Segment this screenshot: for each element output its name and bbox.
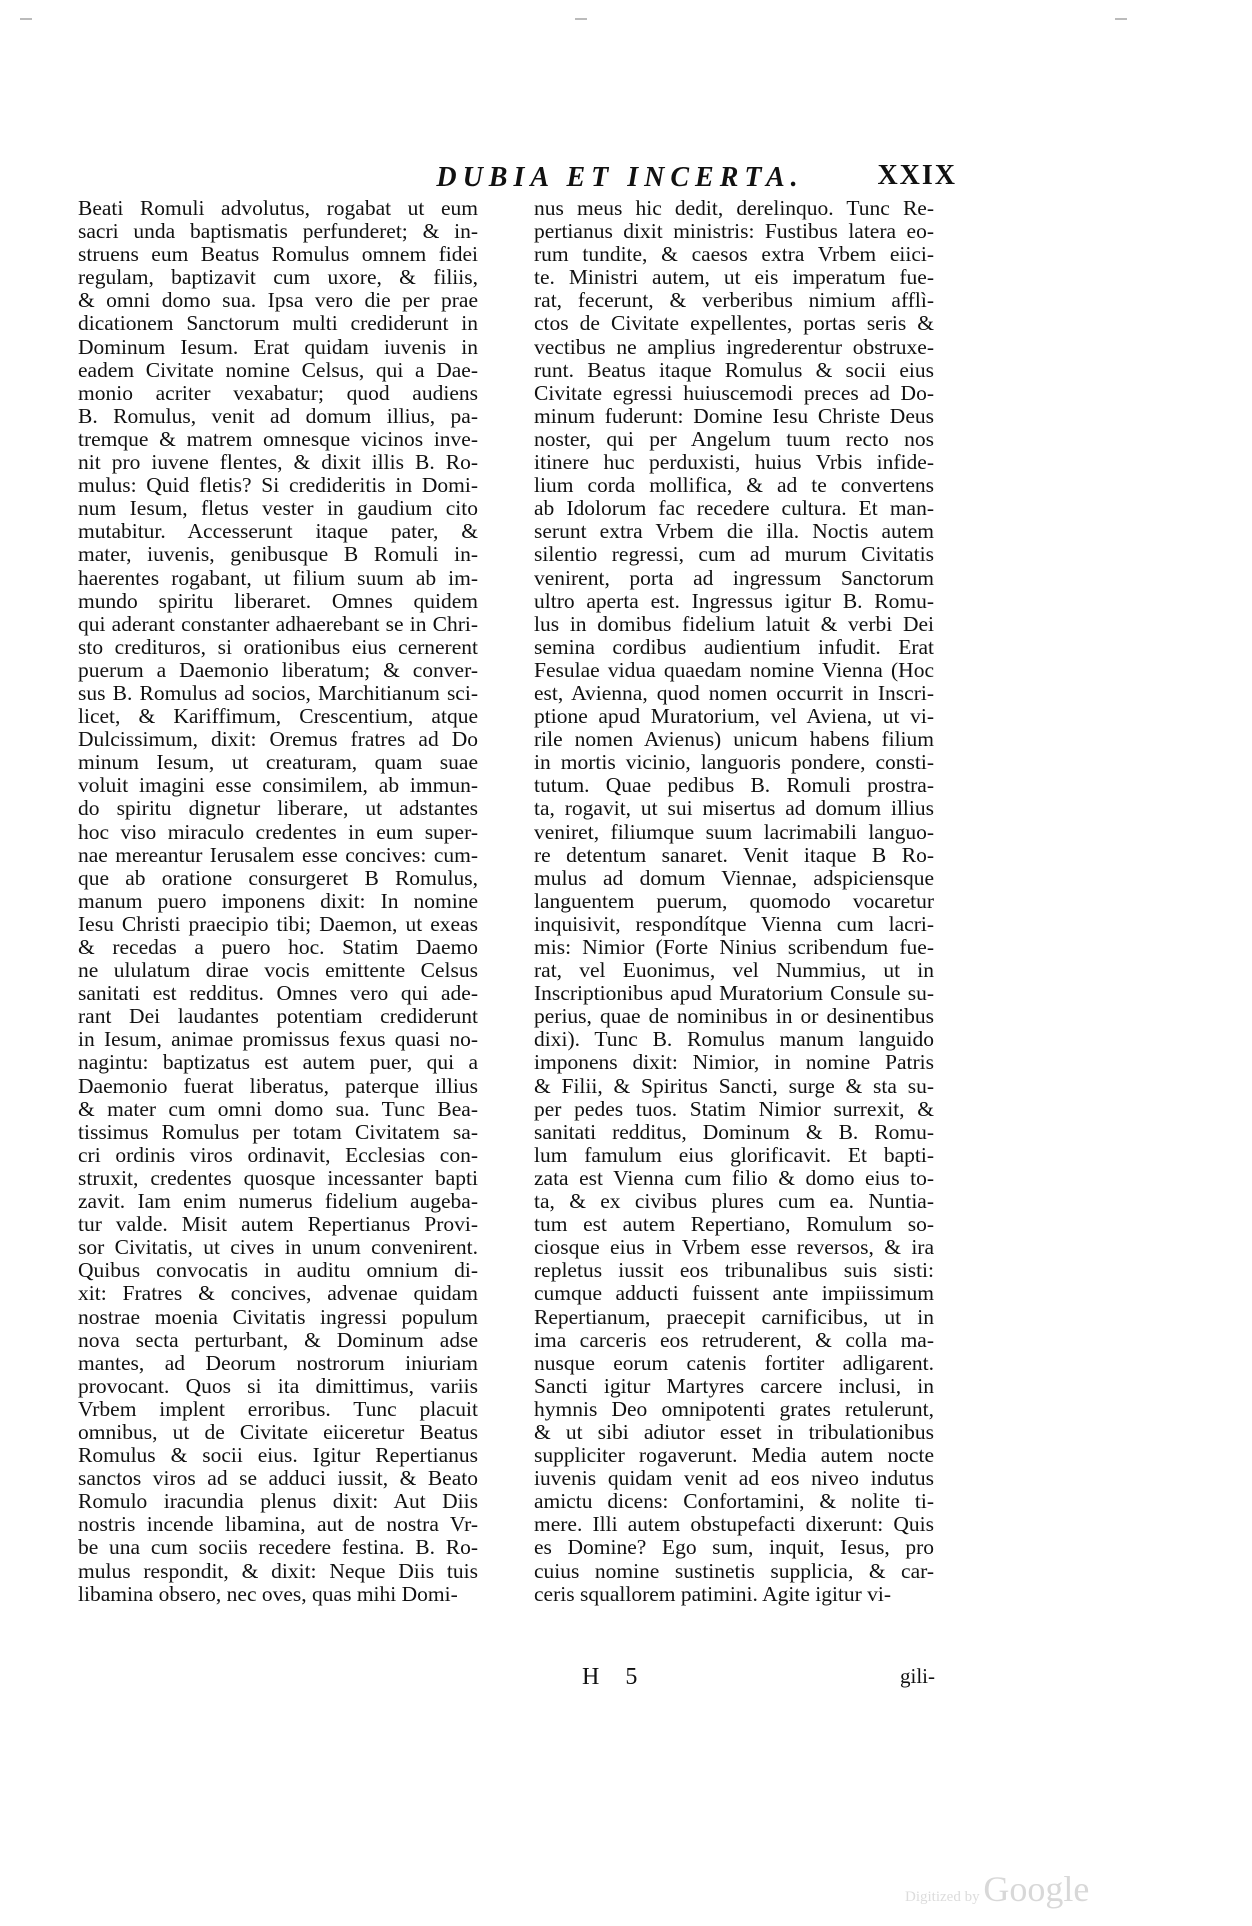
text-line: Civitate egressi huiuscemodi preces ad Do- (534, 381, 934, 405)
text-line: perius, quae de nominibus in or desinentibus (534, 1005, 934, 1029)
text-line: Beati Romuli advolutus, rogabat ut eum (78, 197, 478, 220)
text-line: serunt extra Vrbem die illa. Noctis autem (534, 520, 934, 544)
text-line: mulus respondit, & dixit: Neque Diis tuis (78, 1559, 478, 1583)
text-line: B. Romulus, venit ad domum illius, pa- (78, 404, 478, 428)
text-line: ne ululatum dirae vocis emittente Celsus (78, 959, 478, 983)
scan-edge-mark (20, 18, 32, 20)
left-text-column (78, 197, 478, 1606)
text-line: nostrae moenia Civitatis ingressi populum (78, 1305, 478, 1329)
scan-edge-mark (575, 18, 587, 20)
text-line: & recedas a puero hoc. Statim Daemo (78, 936, 478, 959)
text-line: cumque adducti fuissent ante impiissimum (534, 1282, 934, 1306)
text-line: provocant. Quos si ita dimittimus, variis (78, 1374, 478, 1398)
text-line: nae mereantur Ierusalem esse concives: cum- (78, 843, 478, 867)
text-line: sanitati redditus, Dominum & B. Romu- (534, 1120, 934, 1144)
text-line: silentio regressi, cum ad murum Civitatis (534, 543, 934, 567)
text-line: tur valde. Misit autem Repertianus Provi- (78, 1213, 478, 1237)
text-line: suppliciter rogaverunt. Media autem nocte (534, 1444, 934, 1468)
text-line: Inscriptionibus apud Muratorium Consule su- (534, 982, 934, 1006)
text-line: sor Civitatis, ut cives in unum convenirent. (78, 1236, 478, 1260)
text-line: que ab oratione consurgeret B Romulus, (78, 866, 478, 890)
text-line: Repertianum, praecepit carnificibus, ut in (534, 1305, 934, 1329)
text-line: semina cordibus audientium infudit. Erat (534, 635, 934, 659)
text-line: & omni domo sua. Ipsa vero die per prae (78, 289, 478, 313)
text-line: es Domine? Ego sum, inquit, Iesus, pro (534, 1536, 934, 1560)
text-line: ptione apud Muratorium, vel Aviena, ut vi- (534, 705, 934, 729)
text-line: eadem Civitate nomine Celsus, qui a Dae- (78, 358, 478, 382)
text-line: te. Ministri autem, ut eis imperatum fue- (534, 266, 934, 290)
text-line: hymnis Deo omnipotenti grates retulerunt, (534, 1397, 934, 1421)
text-line: nit pro iuvene flentes, & dixit illis B. Ro- (78, 451, 478, 475)
text-line: tutum. Quae pedibus B. Romuli prostra- (534, 774, 934, 798)
text-line: per pedes tuos. Statim Nimior surrexit, & (534, 1097, 934, 1121)
text-line: re detentum sanaret. Venit itaque B Ro- (534, 843, 934, 867)
text-line: imponens dixit: Nimior, in nomine Patris (534, 1051, 934, 1075)
text-line: minum fuderunt: Domine Iesu Christe Deus (534, 404, 934, 428)
text-line: Romulus & socii eius. Igitur Repertianus (78, 1444, 478, 1468)
text-line: mulus: Quid fletis? Si credideritis in Domi- (78, 474, 478, 498)
text-line: mantes, ad Deorum nostrorum iniuriam (78, 1351, 478, 1375)
text-line: rat, vel Euonimus, vel Nummius, ut in (534, 959, 934, 983)
text-line: dicationem Sanctorum multi crediderunt in (78, 312, 478, 336)
text-line: nova secta perturbant, & Dominum adse (78, 1328, 478, 1352)
text-line: Iesu Christi praecipio tibi; Daemon, ut exeas (78, 912, 478, 936)
text-line: ciosque eius in Vrbem esse reversos, & ira (534, 1236, 934, 1260)
text-line: sanitati est redditus. Omnes vero qui ade- (78, 982, 478, 1006)
catchword: gili- (900, 1664, 935, 1688)
text-line: in Iesum, animae promissus fexus quasi no- (78, 1028, 478, 1052)
text-line: & Filii, & Spiritus Sancti, surge & sta su- (534, 1074, 934, 1098)
text-line: tremque & matrem omnesque vicinos inve- (78, 427, 478, 451)
text-line: struxit, credentes quosque incessanter bapti (78, 1166, 478, 1190)
text-line: zavit. Iam enim numerus fidelium augeba- (78, 1190, 478, 1214)
text-line: rat, fecerunt, & verberibus nimium afflì- (534, 289, 934, 313)
watermark-label: Digitized by (905, 1889, 980, 1905)
text-line: ultro aperta est. Ingressus igitur B. Romu- (534, 589, 934, 613)
text-line: Sancti igitur Martyres carcere inclusi, in (534, 1374, 934, 1398)
text-line: rile nomen Avienus) unicum habens filium (534, 728, 934, 752)
text-line: ta, & ex civibus plures cum ea. Nuntia- (534, 1190, 934, 1214)
text-line: rant Dei laudantes potentiam crediderunt (78, 1005, 478, 1029)
text-line: puerum a Daemonio liberatum; & conver- (78, 658, 478, 682)
text-line: regulam, baptizavit cum uxore, & filiis, (78, 266, 478, 290)
text-line: Dulcissimum, dixit: Oremus fratres ad Do (78, 728, 478, 752)
running-head: DUBIA ET INCERTA. (436, 162, 804, 193)
text-line: noster, qui per Angelum tuum recto nos (534, 427, 934, 451)
text-line: sus B. Romulus ad socios, Marchitianum sci- (78, 681, 478, 705)
text-line: pertianus dixit ministris: Fustibus latera eo- (534, 220, 934, 244)
text-line: zata est Vienna cum filio & domo eius to- (534, 1166, 934, 1190)
text-line: mulus ad domum Viennae, adspiciensque (534, 866, 934, 890)
text-line: languentem puerum, quomodo vocaretur (534, 889, 934, 913)
text-line: nagintu: baptizatus est autem puer, qui a (78, 1051, 478, 1075)
text-line: hoc viso miraculo credentes in eum super- (78, 820, 478, 844)
text-line: mundo spiritu liberaret. Omnes quidem (78, 589, 478, 613)
text-line: dixi). Tunc B. Romulus manum languido (534, 1028, 934, 1052)
text-line: vectibus ne amplius ingrederentur obstruxe- (534, 335, 934, 359)
text-line: cri ordinis viros ordinavit, Ecclesias con- (78, 1143, 478, 1167)
text-line: monio acriter vexabatur; quod audiens (78, 381, 478, 405)
text-line: voluit imagini esse consimilem, ab immun- (78, 774, 478, 798)
text-line: Daemonio fuerat liberatus, paterque illius (78, 1074, 478, 1098)
google-logo: Google (983, 1869, 1090, 1909)
text-line: xit: Fratres & concives, advenae quidam (78, 1282, 478, 1306)
digitization-watermark (905, 1868, 1089, 1910)
text-line: mutabitur. Accesserunt itaque pater, & (78, 520, 478, 544)
text-line: & mater cum omni domo sua. Tunc Bea- (78, 1097, 478, 1121)
text-line: tissimus Romulus per totam Civitatem sa- (78, 1120, 478, 1144)
text-line: ceris squallorem patimini. Agite igitur vi- (534, 1582, 892, 1606)
text-line: runt. Beatus itaque Romulus & socii eius (534, 358, 934, 382)
text-line: mis: Nimior (Forte Ninius scribendum fue- (534, 936, 934, 959)
text-line: qui aderant constanter adhaerebant se in Chri- (78, 612, 478, 636)
text-line: ctos de Civitate expellentes, portas seris & (534, 312, 934, 336)
right-text-column (534, 197, 934, 1606)
text-line: nusque eorum catenis fortiter adligarent. (534, 1351, 934, 1375)
text-line: cuius nomine sustinetis supplicia, & car- (534, 1559, 934, 1583)
text-line: Vrbem implent erroribus. Tunc placuit (78, 1397, 478, 1421)
text-line: in mortis vicinio, languoris pondere, consti- (534, 751, 934, 775)
text-line: lium corda mollifica, & ad te convertens (534, 474, 934, 498)
text-line: veniret, filiumque suum lacrimabili languo- (534, 820, 934, 844)
text-line: ab Idolorum fac recedere cultura. Et man- (534, 497, 934, 521)
text-line: repletus iussit eos tribunalibus suis sisti: (534, 1259, 934, 1283)
text-line: iuvenis quidam venit ad eos niveo indutus (534, 1467, 934, 1491)
text-line: nostris incende libamina, aut de nostra Vr- (78, 1513, 478, 1537)
text-line: sacri unda baptismatis perfunderet; & in- (78, 220, 478, 244)
text-line: minum Iesum, ut creaturam, quam suae (78, 751, 478, 775)
text-line: venirent, porta ad ingressum Sanctorum (534, 566, 934, 590)
text-line: amictu dicens: Confortamini, & nolite ti- (534, 1490, 934, 1514)
page-number: XXIX (877, 160, 957, 191)
signature-mark: H 5 (582, 1664, 648, 1690)
text-line: Dominum Iesum. Erat quidam iuvenis in (78, 335, 478, 359)
text-line: nus meus hic dedit, derelinquo. Tunc Re- (534, 197, 934, 220)
text-line: licet, & Kariffimum, Crescentium, atque (78, 705, 478, 729)
text-line: struens eum Beatus Romulus omnem fidei (78, 243, 478, 267)
text-line: do spiritu dignetur liberare, ut adstantes (78, 797, 478, 821)
text-line: est, Avienna, quod nomen occurrit in Inscri- (534, 681, 934, 705)
text-line: ta, rogavit, ut sui misertus ad domum illius (534, 797, 934, 821)
text-line: num Iesum, fletus vester in gaudium cito (78, 497, 478, 521)
scan-edge-mark (1115, 18, 1127, 20)
text-line: Quibus convocatis in auditu omnium di- (78, 1259, 478, 1283)
text-line: be una cum sociis recedere festina. B. Ro- (78, 1536, 478, 1560)
text-line: Romulo iracundia plenus dixit: Aut Diis (78, 1490, 478, 1514)
text-line: & ut sibi adiutor esset in tribulationibus (534, 1420, 934, 1444)
text-line: tum est autem Repertiano, Romulum so- (534, 1213, 934, 1237)
text-line: libamina obsero, nec oves, quas mihi Domi- (78, 1582, 458, 1606)
text-line: itinere huc perduxisti, huius Vrbis infide- (534, 451, 934, 475)
text-line: lus in domibus fidelium latuit & verbi Dei (534, 612, 934, 636)
text-line: rum tundite, & caesos extra Vrbem eiici- (534, 243, 934, 267)
text-line: Fesulae vidua quaedam nomine Vienna (Hoc (534, 658, 934, 682)
text-line: ima carceris eos retruderent, & colla ma- (534, 1328, 934, 1352)
text-line: omnibus, ut de Civitate eiiceretur Beatus (78, 1420, 478, 1444)
text-line: inquisivit, respondítque Vienna cum lacri- (534, 912, 934, 936)
text-line: haerentes rogabant, ut filium suum ab im- (78, 566, 478, 590)
text-line: mater, iuvenis, genibusque B Romuli in- (78, 543, 478, 567)
text-line: manum puero imponens dixit: In nomine (78, 889, 478, 913)
text-line: sanctos viros ad se adduci iussit, & Beato (78, 1467, 478, 1491)
text-line: lum famulum eius glorificavit. Et bapti- (534, 1143, 934, 1167)
text-line: mere. Illi autem obstupefacti dixerunt: Quis (534, 1513, 934, 1537)
text-line: sto credituros, si orationibus eius cernerent (78, 635, 478, 659)
